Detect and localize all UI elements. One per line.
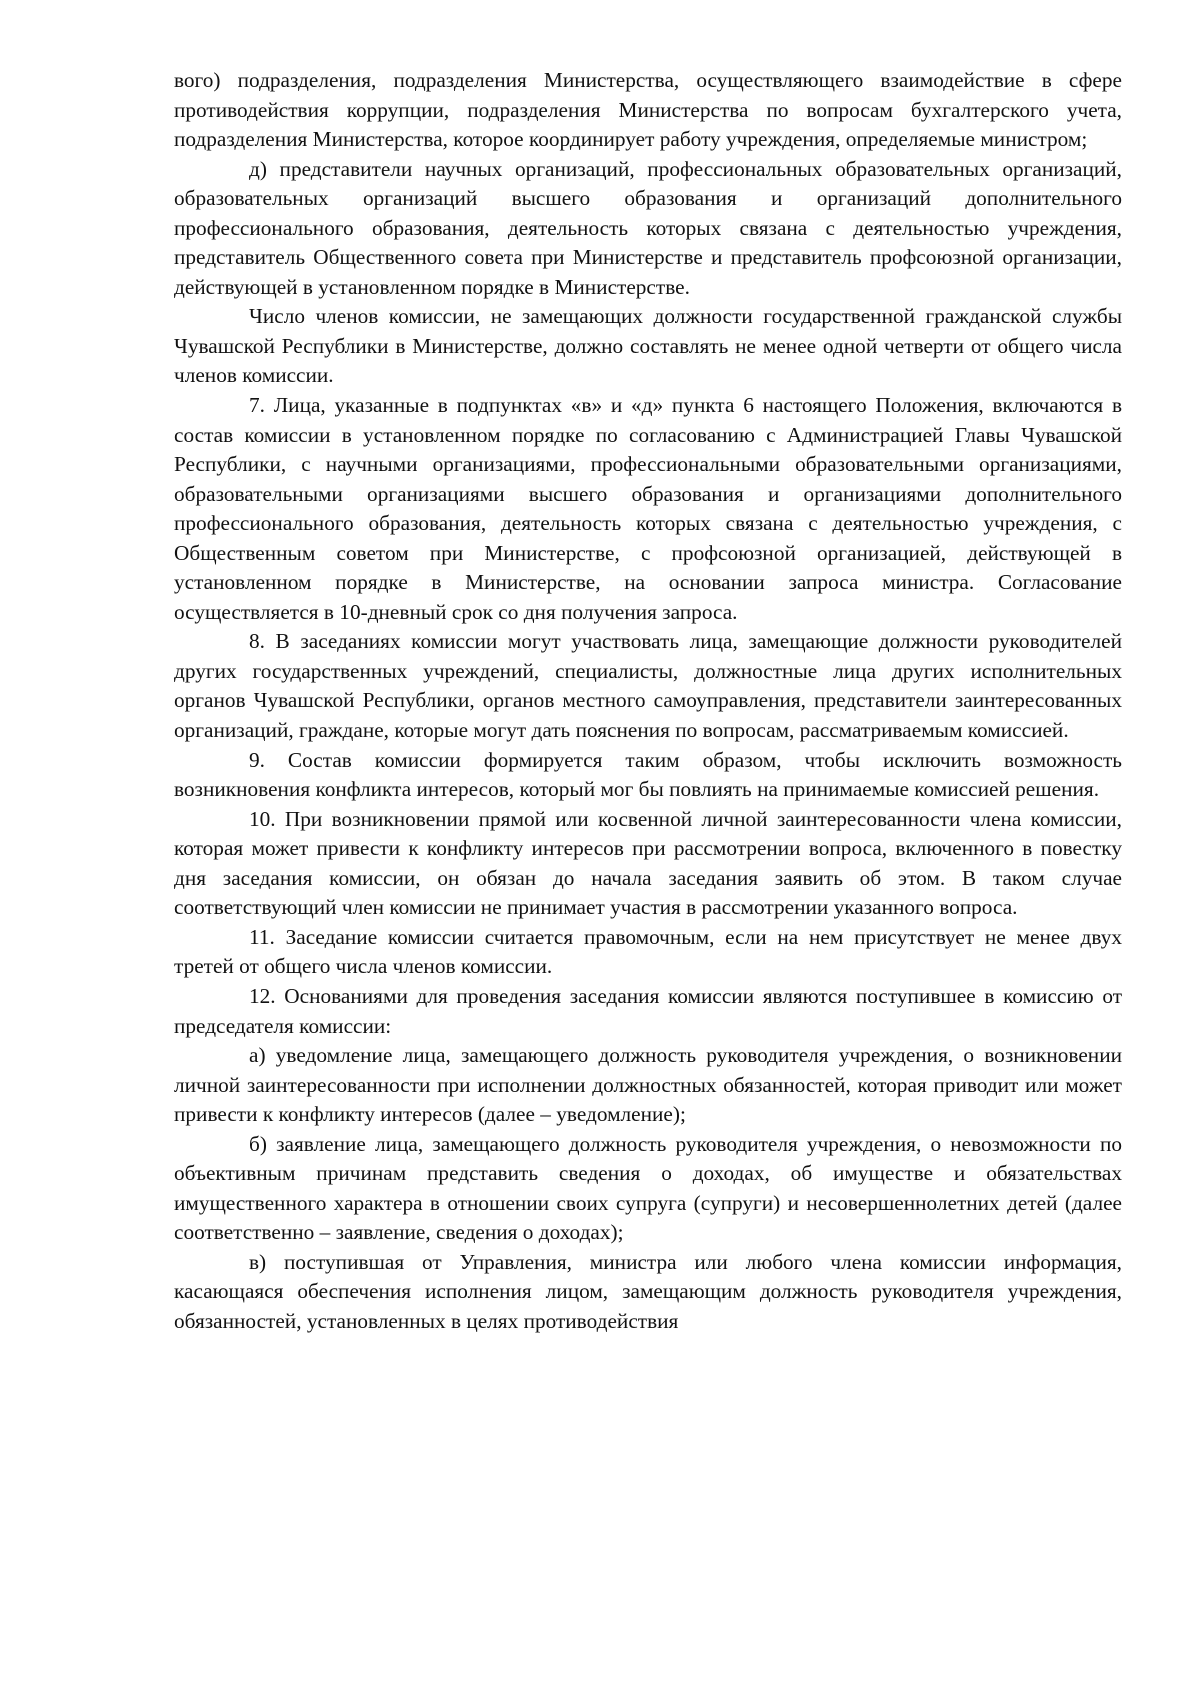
paragraph-6: 9. Состав комиссии формируется таким образом, чтобы исключить возможность возникновения конфликта интересов, который мог бы повлиять на принимаемые комиссией решения.: [174, 747, 1122, 802]
paragraph-5: 8. В заседаниях комиссии могут участвовать лица, замещающие должности руководителей других государственных учреждений, специалисты, должностные лица других исполнительных органов Чувашской Республики, органов местного самоуправления, представители заинтересованных организаций, граждане, которые могут дать пояснения по вопросам, рассматриваемым комиссией.: [174, 629, 1122, 743]
document-page: [174, 66, 1122, 1337]
paragraph-7: 10. При возникновении прямой или косвенной личной заинтересованности члена комиссии, которая может привести к конфликту интересов при рассмотрении вопроса, включенного в повестку дня заседания комиссии, он обязан до начала заседания заявить об этом. В таком случае соответствующий член комиссии не принимает участия в рассмотрении указанного вопроса.: [174, 806, 1122, 920]
paragraph-2: д) представители научных организаций, профессиональных образовательных организаций, образовательных организаций высшего образования и организаций дополнительного профессионального образования, деятельность которых связана с деятельностью учреждения, представитель Общественного совета при Министерстве и представитель профсоюзной организации, действующей в установленном порядке в Министерстве.: [174, 156, 1122, 299]
paragraph-3: Число членов комиссии, не замещающих должности государственной гражданской службы Чувашской Республики в Министерстве, должно составлять не менее одной четверти от общего числа членов комиссии.: [174, 304, 1122, 388]
paragraph-12: в) поступившая от Управления, министра или любого члена комиссии информация, касающаяся обеспечения исполнения лицом, замещающим должность руководителя учреждения, обязанностей, установленных в целях противодействия: [174, 1249, 1122, 1333]
paragraph-8: 11. Заседание комиссии считается правомочным, если на нем присутствует не менее двух третей от общего числа членов комиссии.: [174, 924, 1122, 979]
paragraph-10: а) уведомление лица, замещающего должность руководителя учреждения, о возникновении личной заинтересованности при исполнении должностных обязанностей, которая приводит или может привести к конфликту интересов (далее – уведомление);: [174, 1043, 1122, 1127]
paragraph-1: вого) подразделения, подразделения Министерства, осуществляющего взаимодействие в сфере противодействия коррупции, подразделения Министерства по вопросам бухгалтерского учета, подразделения Министерства, которое координирует работу учреждения, определяемые министром;: [174, 68, 1122, 152]
paragraph-11: б) заявление лица, замещающего должность руководителя учреждения, о невозможности по объективным причинам представить сведения о доходах, об имуществе и обязательствах имущественного характера в отношении своих супруга (супруги) и несовершеннолетних детей (далее соответственно – заявление, сведения о доходах);: [174, 1131, 1122, 1245]
paragraph-9: 12. Основаниями для проведения заседания комиссии являются поступившее в комиссию от председателя комиссии:: [174, 983, 1122, 1038]
paragraph-4: 7. Лица, указанные в подпунктах «в» и «д» пункта 6 настоящего Положения, включаются в состав комиссии в установленном порядке по согласованию с Администрацией Главы Чувашской Республики, с научными организациями, профессиональными образовательными организациями, образовательными организациями высшего образования и организациями дополнительного профессионального образования, деятельность которых связана с деятельностью учреждения, с Общественным советом при Министерстве, с профсоюзной организацией, действующей в установленном порядке в Министерстве, на основании запроса министра. Согласование осуществляется в 10-дневный срок со дня получения запроса.: [174, 393, 1122, 624]
